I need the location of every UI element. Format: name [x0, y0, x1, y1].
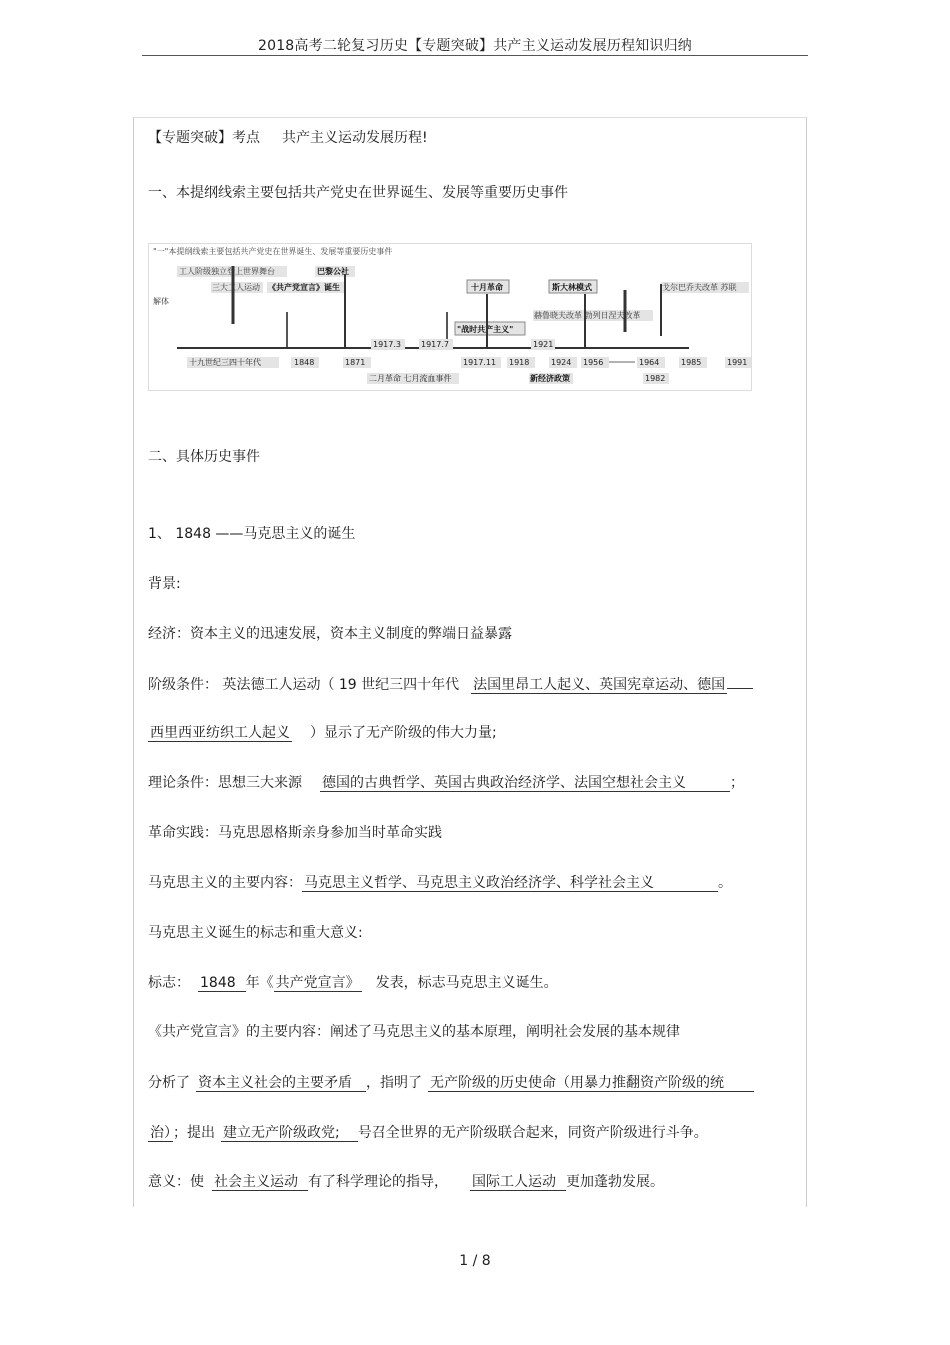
analysis-p1: 分析了: [148, 1075, 190, 1091]
timeline-bottom-0: 二月革命 七月流血事件: [369, 374, 452, 383]
timeline-label-4: 十月革命: [471, 283, 503, 292]
timeline-label-3: 《共产党宣言》诞生: [268, 283, 340, 292]
frame-right-rule: [806, 117, 807, 1207]
timeline-bottom-2: 1982: [645, 374, 666, 383]
content-prefix: 马克思主义的主要内容：: [148, 875, 302, 891]
sign-year: 1848: [198, 975, 246, 992]
timeline-label-0: 工人阶级独立登上世界舞台: [179, 267, 275, 276]
analysis-u2: 无产阶级的历史使命（用暴力推翻资产阶级的统: [428, 1075, 754, 1092]
timeline-figure: [148, 243, 752, 391]
meaning-p3: 更加蓬勃发展。: [566, 1174, 664, 1190]
analysis2-u1: 治）: [150, 1125, 171, 1141]
item1-title: 1、 1848 ——马克思主义的诞生: [148, 526, 356, 542]
analysis-p2: ，指明了: [366, 1075, 422, 1091]
class-prefix: 阶级条件： 英法德工人运动（ 19 世纪三四十年代: [148, 677, 460, 693]
sign-suffix: 发表，标志马克思主义诞生。: [375, 975, 558, 991]
timeline-label-9: "战时共产主义": [457, 325, 514, 334]
timeline-axis-6: 1956: [583, 358, 604, 367]
analysis-line-2: [148, 1124, 708, 1142]
timeline-caption: "一"本提纲线索主要包括共产党史在世界诞生、发展等重要历史事件: [153, 247, 393, 256]
topic-line: [148, 129, 428, 147]
meaning-u2: 国际工人运动: [470, 1174, 566, 1191]
timeline-label-1: 巴黎公社: [317, 267, 349, 276]
theory-prefix: 理论条件：思想三大来源: [148, 775, 302, 791]
timeline-year-top-1: 1917.7: [421, 340, 449, 349]
section1-title: 一、本提纲线索主要包括共产党史在世界诞生、发展等重要历史事件: [148, 185, 568, 201]
timeline-label-7: 解体: [153, 297, 169, 306]
timeline-axis-9: 1991: [727, 358, 748, 367]
timeline-axis-4: 1918: [509, 358, 530, 367]
background-label: 背景:: [148, 576, 181, 592]
content-suffix: 。: [718, 875, 732, 891]
theory-underline: 德国的古典哲学、英国古典政治经济学、法国空想社会主义: [320, 775, 730, 792]
content-underline: 马克思主义哲学、马克思主义政治经济学、科学社会主义: [302, 875, 718, 892]
theory-suffix: ；: [730, 775, 744, 791]
content-line: [148, 874, 732, 892]
section2-title: 二、具体历史事件: [148, 449, 260, 465]
analysis2-u2: 建立无产阶级政党;: [221, 1125, 358, 1142]
timeline-label-6: 戈尔巴乔夫改革 苏联: [662, 283, 737, 292]
class-line-2: [148, 724, 497, 742]
timeline-bottom-1: 新经济政策: [530, 374, 570, 383]
topic-title: 共产主义运动发展历程!: [282, 130, 428, 146]
analysis2-p2: 号召全世界的无产阶级联合起来，同资产阶级进行斗争。: [357, 1125, 708, 1141]
frame-top-rule: [134, 117, 806, 118]
timeline-axis-5: 1924: [551, 358, 572, 367]
class-suffix: ）显示了无产阶级的伟大力量;: [310, 725, 497, 741]
topic-prefix: 【专题突破】考点: [148, 130, 260, 146]
timeline-label-5: 斯大林模式: [552, 283, 592, 292]
timeline-year-top-2: 1921: [533, 340, 554, 349]
sign-heading: 马克思主义诞生的标志和重大意义:: [148, 925, 363, 941]
timeline-label-8: 赫鲁晓夫改革 勃列日涅夫改革: [534, 311, 641, 320]
sign-mid: 年《: [245, 975, 274, 991]
timeline-axis-0: 十九世纪三四十年代: [189, 358, 261, 367]
class-underline-1: 法国里昂工人起义、英国宪章运动、德国: [473, 677, 726, 693]
page-header: 2018高考二轮复习历史【专题突破】共产主义运动发展历程知识归纳: [257, 38, 693, 54]
analysis2-p1: ；提出: [173, 1125, 215, 1141]
timeline-label-2: 三大工人运动: [212, 283, 260, 292]
frame-left-rule: [133, 117, 134, 1207]
timeline-axis-2: 1871: [345, 358, 366, 367]
meaning-u1: 社会主义运动: [212, 1174, 308, 1191]
meaning-p2: 有了科学理论的指导，: [308, 1174, 448, 1190]
sign-prefix: 标志：: [148, 975, 190, 991]
timeline-axis-1: 1848: [294, 358, 315, 367]
sign-line: [148, 974, 558, 992]
timeline-axis-3: 1917.11: [463, 358, 497, 367]
manifesto-line: 《共产党宣言》的主要内容：阐述了马克思主义的基本原理，阐明社会发展的基本规律: [148, 1024, 680, 1040]
class-underline-tail: [727, 674, 753, 689]
timeline-axis-7: 1964: [639, 358, 660, 367]
practice-line: 革命实践：马克思恩格斯亲身参加当时革命实践: [148, 825, 442, 841]
timeline-axis-8: 1985: [681, 358, 702, 367]
economy-line: 经济：资本主义的迅速发展，资本主义制度的弊端日益暴露: [148, 626, 512, 642]
page-number: 1 / 8: [459, 1253, 491, 1269]
class-line: [148, 674, 753, 694]
theory-line: [148, 774, 744, 792]
timeline-year-top-0: 1917.3: [373, 340, 401, 349]
meaning-p1: 意义：使: [148, 1174, 204, 1190]
meaning-line: [148, 1173, 664, 1191]
header-rule: [142, 55, 808, 56]
analysis-line: [148, 1074, 754, 1092]
class-underline-2: 西里西亚纺织工人起义: [150, 725, 290, 741]
sign-book: 共产党宣言》: [275, 975, 360, 991]
analysis-u1: 资本主义社会的主要矛盾: [196, 1075, 366, 1092]
